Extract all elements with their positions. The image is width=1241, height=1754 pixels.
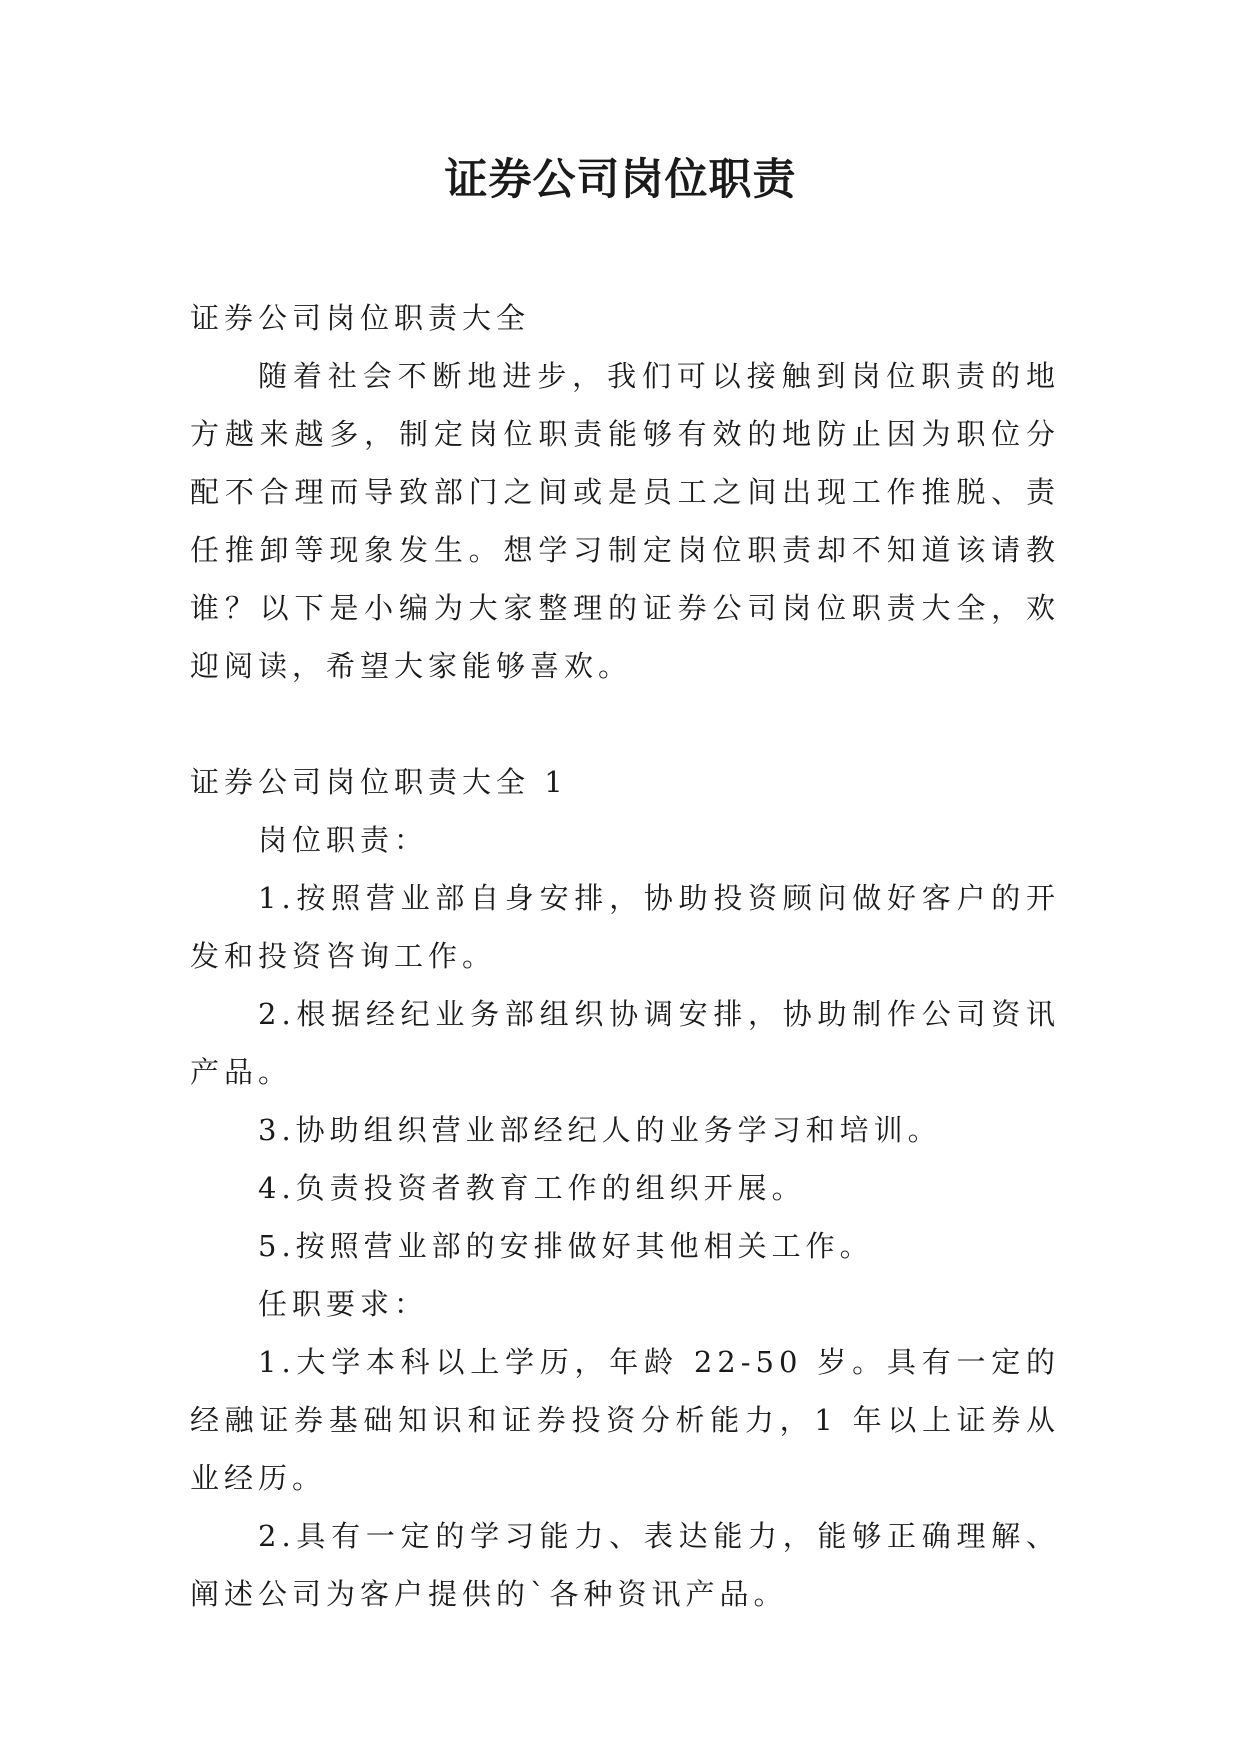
- duties-label: 岗位职责：: [258, 823, 429, 857]
- document-body: [190, 289, 1060, 1623]
- duty-item: 4.负责投资者教育工作的组织开展。: [258, 1171, 806, 1205]
- section-heading: 证券公司岗位职责大全 1: [190, 765, 568, 799]
- duty-item: 1.按照营业部自身安排，协助投资顾问做好客户的开发和投资咨询工作。: [190, 881, 1060, 973]
- main-heading: 证券公司岗位职责大全: [190, 301, 531, 335]
- intro-paragraph: 随着社会不断地进步，我们可以接触到岗位职责的地方越来越多，制定岗位职责能够有效的地防止因为职位分配不合理而导致部门之间或是员工之间出现工作推脱、责任推卸等现象发生。想学习制定岗位职责却不知道该请教谁？以下是小编为大家整理的证券公司岗位职责大全，欢迎阅读，希望大家能够喜欢。: [190, 359, 1060, 683]
- requirements-label: 任职要求：: [258, 1287, 429, 1321]
- requirement-item: 1.大学本科以上学历，年龄 22-50 岁。具有一定的经融证券基础知识和证券投资分析能力，1 年以上证券从业经历。: [190, 1345, 1060, 1495]
- duty-item: 2.根据经纪业务部组织协调安排，协助制作公司资讯产品。: [190, 997, 1060, 1089]
- requirement-item: 2.具有一定的学习能力、表达能力，能够正确理解、阐述公司为客户提供的`各种资讯产品。: [190, 1519, 1060, 1611]
- document-title: 证券公司岗位职责: [444, 155, 797, 205]
- duty-item: 3.协助组织营业部经纪人的业务学习和培训。: [258, 1113, 942, 1147]
- duty-item: 5.按照营业部的安排做好其他相关工作。: [258, 1229, 874, 1263]
